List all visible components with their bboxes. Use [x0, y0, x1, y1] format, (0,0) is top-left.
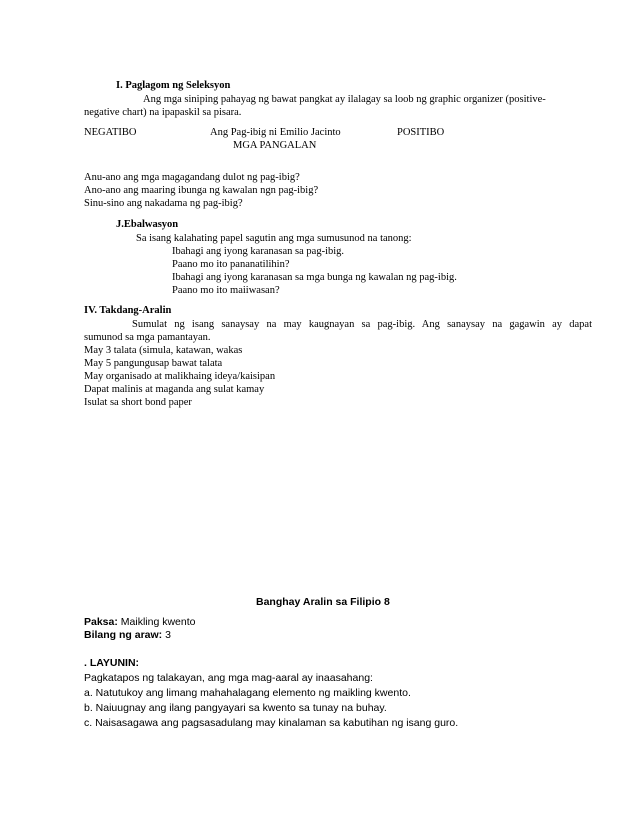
chart-label-negatibo: NEGATIBO — [84, 127, 137, 138]
objective-b: b. Naiuugnay ang ilang pangyayari sa kwento sa tunay na buhay. — [84, 702, 387, 714]
bilang-araw-line — [84, 629, 171, 642]
criteria-item-2: May 5 pangungusap bawat talata — [84, 358, 223, 369]
question-1: Anu-ano ang mga magagandang dulot ng pag-ibig? — [84, 172, 300, 183]
objective-c: c. Naisasagawa ang pagsasadulang may kinalaman sa kabutihan ng isang guro. — [84, 717, 459, 729]
chart-label-title: Ang Pag-ibig ni Emilio Jacinto — [210, 127, 341, 138]
paksa-value: Maikling kwento — [120, 616, 196, 628]
section-i-instruction-line2: negative chart) na ipapaskil sa pisara. — [84, 107, 242, 118]
criteria-item-5: Isulat sa short bond paper — [84, 397, 192, 408]
layunin-heading: . LAYUNIN: — [84, 657, 140, 669]
chart-label-positibo: POSITIBO — [397, 127, 445, 138]
evaluation-item-1: Ibahagi ang iyong karanasan sa pag-ibig. — [172, 246, 345, 257]
evaluation-item-3: Ibahagi ang iyong karanasan sa mga bunga ng kawalan ng pag-ibig. — [172, 272, 457, 283]
evaluation-item-2: Paano mo ito pananatilihin? — [172, 259, 290, 270]
chart-label-mga-pangalan: MGA PANGALAN — [233, 140, 317, 151]
section-j-instruction: Sa isang kalahating papel sagutin ang mga sumusunod na tanong: — [136, 233, 412, 244]
objective-a: a. Natutukoy ang limang mahahalagang elemento ng maikling kwento. — [84, 687, 411, 699]
section-iv-para-line2: sumunod sa mga pamantayan. — [84, 332, 211, 343]
criteria-item-3: May organisado at malikhaing ideya/kaisipan — [84, 371, 276, 382]
criteria-item-1: May 3 talata (simula, katawan, wakas — [84, 345, 243, 356]
question-2: Ano-ano ang maaring ibunga ng kawalan ngn pag-ibig? — [84, 185, 319, 196]
section-i-instruction-line1: Ang mga siniping pahayag ng bawat pangkat ay ilalagay sa loob ng graphic organizer (positive- — [143, 94, 546, 105]
paksa-label: Paksa: — [84, 616, 118, 628]
section-i-heading: I. Paglagom ng Seleksyon — [116, 80, 231, 91]
section-iv-para-line1: Sumulat ng isang sanaysay na may kaugnayan sa pag-ibig. Ang sanaysay na gagawin ay dapat — [132, 319, 592, 330]
page2-title: Banghay Aralin sa Filipio 8 — [256, 596, 390, 608]
section-iv-heading: IV. Takdang-Aralin — [84, 305, 172, 316]
question-3: Sinu-sino ang nakadama ng pag-ibig? — [84, 198, 243, 209]
evaluation-item-4: Paano mo ito maiiwasan? — [172, 285, 280, 296]
criteria-item-4: Dapat malinis at maganda ang sulat kamay — [84, 384, 265, 395]
bilang-araw-label: Bilang ng araw: — [84, 629, 163, 641]
paksa-line — [84, 616, 195, 629]
bilang-araw-value: 3 — [165, 629, 171, 641]
layunin-intro: Pagkatapos ng talakayan, ang mga mag-aaral ay inaasahang: — [84, 672, 373, 684]
section-j-heading: J.Ebalwasyon — [116, 219, 179, 230]
